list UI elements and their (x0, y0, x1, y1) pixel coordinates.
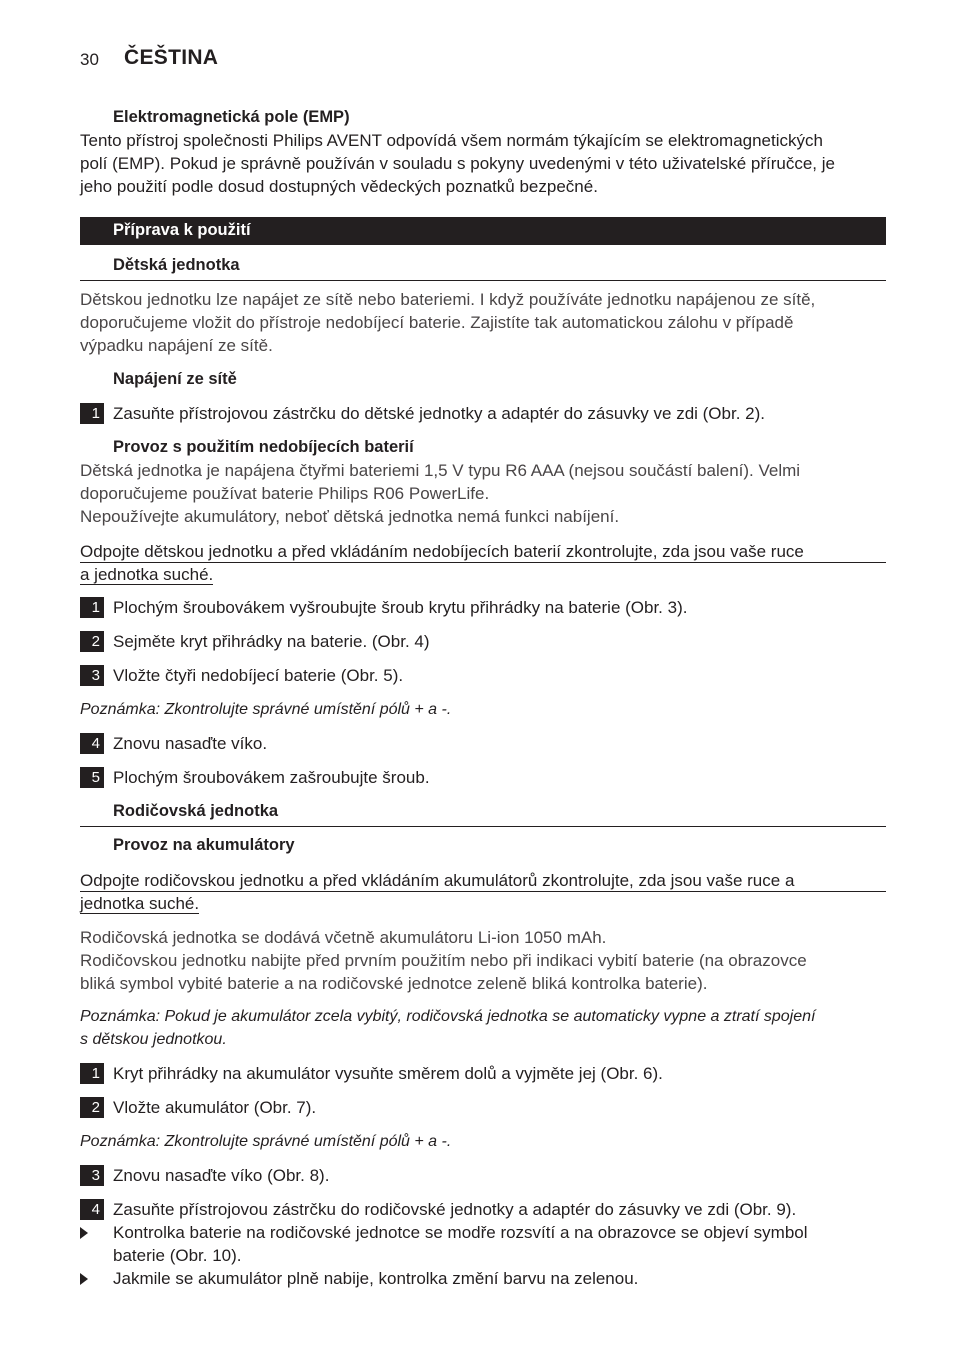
step-text: Plochým šroubovákem vyšroubujte šroub krytu přihrádky na baterie (Obr. 3). (113, 598, 688, 617)
section-bar-title: Příprava k použití (113, 221, 251, 239)
step-text: Plochým šroubovákem zašroubujte šroub. (113, 768, 430, 787)
step-number: 2 (80, 631, 104, 652)
warning-underline (80, 891, 886, 892)
language-title: ČEŠTINA (124, 46, 219, 69)
step-text: Zasuňte přístrojovou zástrčku do rodičovské jednotky a adaptér do zásuvky ve zdi (Obr. 9). (113, 1200, 797, 1219)
battery-heading: Provoz s použitím nedobíjecích baterií (113, 438, 414, 456)
step-number: 1 (80, 1063, 104, 1084)
bullet-text (113, 1221, 808, 1267)
emp-line: polí (EMP). Pokud je správně používán v souladu s pokyny uvedenými v této uživatelské příručce, je (80, 154, 835, 173)
baby-unit-heading: Dětská jednotka (113, 256, 240, 274)
battery-line: Nepoužívejte akumulátory, neboť dětská jednotka nemá funkci nabíjení. (80, 507, 620, 526)
section-bar (80, 217, 886, 245)
emp-line: Tento přístroj společnosti Philips AVENT odpovídá všem normám týkajícím se elektromagnetických (80, 131, 823, 150)
bullet-line: Kontrolka baterie na rodičovské jednotce se modře rozsvítí a na obrazovce se objeví symbol (113, 1223, 808, 1242)
step-number: 5 (80, 767, 104, 788)
step-number: 3 (80, 665, 104, 686)
step-number: 1 (80, 597, 104, 618)
note-line: s dětskou jednotkou. (80, 1031, 227, 1048)
step-text: Znovu nasaďte víko. (113, 734, 268, 753)
note (80, 1005, 815, 1051)
step-text: Vložte čtyři nedobíjecí baterie (Obr. 5). (113, 666, 404, 685)
bullet-arrow-icon (80, 1273, 88, 1285)
battery-paragraph (80, 459, 890, 528)
page-number: 30 (80, 50, 99, 69)
parent-unit-heading: Rodičovská jednotka (113, 802, 279, 820)
mains-heading: Napájení ze sítě (113, 370, 237, 388)
note-line: Poznámka: Pokud je akumulátor zcela vybitý, rodičovská jednotka se automaticky vypne a ztratí spojení (80, 1008, 816, 1025)
step-number: 4 (80, 1199, 104, 1220)
accumulator-heading: Provoz na akumulátory (113, 836, 295, 854)
bullet-line: Jakmile se akumulátor plně nabije, kontrolka změní barvu na zelenou. (113, 1269, 639, 1288)
warning-line: Odpojte dětskou jednotku a před vkládáním nedobíjecích baterií zkontrolujte, zda jsou vaše ruce (80, 542, 804, 561)
step-number: 4 (80, 733, 104, 754)
note: Poznámka: Zkontrolujte správné umístění pólů + a -. (80, 1133, 452, 1150)
step-text: Sejměte kryt přihrádky na baterie. (Obr. 4) (113, 632, 430, 651)
step-text: Znovu nasaďte víko (Obr. 8). (113, 1166, 330, 1185)
battery-line: Dětská jednotka je napájena čtyřmi bateriemi 1,5 V typu R6 AAA (nejsou součástí balení). Velmi (80, 461, 801, 480)
step-number: 3 (80, 1165, 104, 1186)
bullet-arrow-icon (80, 1227, 88, 1239)
baby-unit-paragraph (80, 288, 890, 357)
parent-warning (80, 869, 886, 915)
parent-line: Rodičovská jednotka se dodává včetně akumulátoru Li-ion 1050 mAh. (80, 928, 607, 947)
emp-line: jeho použití podle dosud dostupných vědeckých poznatků bezpečné. (80, 177, 598, 196)
step-text: Zasuňte přístrojovou zástrčku do dětské jednotky a adaptér do zásuvky ve zdi (Obr. 2). (113, 404, 765, 423)
baby-line: doporučujeme vložit do přístroje nedobíjecí baterie. Zajistíte tak automatickou zálohu v případě (80, 313, 794, 332)
step-number: 1 (80, 403, 104, 424)
emp-heading: Elektromagnetická pole (EMP) (113, 108, 350, 126)
parent-line: bliká symbol vybité baterie a na rodičovské jednotce zeleně bliká kontrolka baterie). (80, 974, 708, 993)
step-text: Kryt přihrádky na akumulátor vysuňte směrem dolů a vyjměte jej (Obr. 6). (113, 1064, 663, 1083)
warning-line: jednotka suché. (80, 894, 200, 913)
step-text: Vložte akumulátor (Obr. 7). (113, 1098, 317, 1117)
baby-line: výpadku napájení ze sítě. (80, 336, 273, 355)
warning-underline (80, 562, 886, 563)
emp-paragraph (80, 129, 890, 198)
parent-line: Rodičovskou jednotku nabijte před prvním použitím nebo při indikaci vybití baterie (na obrazovce (80, 951, 807, 970)
step-number: 2 (80, 1097, 104, 1118)
note: Poznámka: Zkontrolujte správné umístění pólů + a -. (80, 701, 452, 718)
heading-rule (80, 280, 886, 281)
baby-line: Dětskou jednotku lze napájet ze sítě nebo bateriemi. I když používáte jednotku napájenou ze sítě, (80, 290, 816, 309)
warning-line: a jednotka suché. (80, 565, 214, 584)
battery-line: doporučujeme používat baterie Philips R06 PowerLife. (80, 484, 490, 503)
baby-warning (80, 540, 886, 586)
warning-line: Odpojte rodičovskou jednotku a před vkládáním akumulátorů zkontrolujte, zda jsou vaše ruce a (80, 871, 795, 890)
heading-rule (80, 826, 886, 827)
bullet-line: baterie (Obr. 10). (113, 1246, 242, 1265)
bullet-text (113, 1267, 638, 1290)
parent-paragraph (80, 926, 890, 995)
